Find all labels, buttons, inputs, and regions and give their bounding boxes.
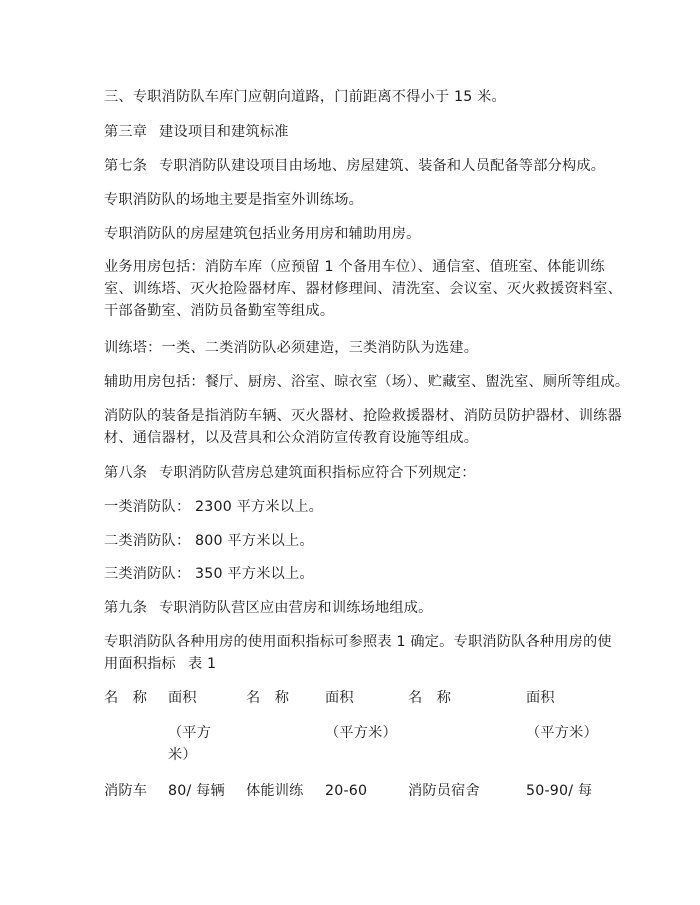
- chapter-title: 建设项目和建筑标准: [159, 124, 289, 140]
- class-2-area: 二类消防队： 800 平方米以上。: [104, 533, 314, 549]
- article-text: 专职消防队建设项目由场地、房屋建筑、装备和人员配备等部分构成。: [159, 158, 606, 174]
- article-text: 专职消防队营区应由营房和训练场地组成。: [159, 600, 433, 616]
- paragraph-auxiliary-rooms: 辅助用房包括：餐厅、厨房、浴室、晾衣室（场）、贮藏室、盥洗室、厕所等组成。: [104, 374, 630, 390]
- paragraph-table-intro: [104, 631, 612, 675]
- article-8: [104, 462, 604, 484]
- table-unit: （平方米）: [325, 725, 397, 741]
- paragraph-equipment: [104, 405, 622, 449]
- paragraph-training-tower: 训练塔：一类、二类消防队必须建造，三类消防队为选建。: [104, 340, 479, 356]
- article-number: 第七条: [104, 158, 148, 174]
- table-header: 名 称: [408, 690, 452, 706]
- table-header: 名 称: [246, 690, 290, 706]
- text-line: 业务用房包括：消防车库（应预留 1 个备用车位）、通信室、值班室、体能训练: [104, 259, 605, 275]
- chapter-number: 第三章: [104, 124, 148, 140]
- article-number: 第九条: [104, 600, 148, 616]
- text-line: 室、训练塔、灭火抢险器材库、器材修理间、清洗室、会议室、灭火救援资料室、: [104, 281, 622, 297]
- table-header: 面积: [325, 690, 354, 706]
- article-7: [104, 155, 604, 177]
- table-cell: 体能训练: [246, 783, 304, 799]
- table-header: 名 称: [104, 690, 148, 706]
- table-header: 面积: [168, 690, 197, 706]
- table-cell: 消防员宿舍: [408, 783, 480, 799]
- text-line: 材、通信器材，以及营具和公众消防宣传教育设施等组成。: [104, 430, 479, 446]
- table-unit: 米）: [168, 747, 197, 763]
- class-3-area: 三类消防队： 350 平方米以上。: [104, 566, 314, 582]
- article-text: 专职消防队营房总建筑面积指标应符合下列规定：: [159, 465, 476, 481]
- table-unit: （平方米）: [526, 725, 598, 741]
- table-cell: 消防车: [104, 783, 148, 799]
- text-line: [104, 653, 604, 675]
- text-line: 干部备勤室、消防员备勤室等组成。: [104, 303, 335, 319]
- article-9: [104, 597, 604, 619]
- table-cell: 80/ 每辆: [168, 783, 225, 799]
- paragraph-business-rooms: [104, 256, 622, 322]
- text-line: 消防队的装备是指消防车辆、灭火器材、抢险救援器材、消防员防护器材、训练器: [104, 408, 622, 424]
- table-caption-number: 表 1: [187, 656, 217, 672]
- table-cell: 20-60: [325, 783, 368, 799]
- article-number: 第八条: [104, 465, 148, 481]
- table-cell: 50-90/ 每: [526, 783, 593, 799]
- paragraph-site: 专职消防队的场地主要是指室外训练场。: [104, 192, 363, 208]
- text-line: 专职消防队各种用房的使用面积指标可参照表 1 确定。专职消防队各种用房的使: [104, 634, 612, 650]
- class-1-area: 一类消防队： 2300 平方米以上。: [104, 499, 323, 515]
- table-header: 面积: [526, 690, 555, 706]
- table-caption-text: 用面积指标: [104, 656, 176, 672]
- paragraph-garage-door: 三、专职消防队车库门应朝向道路，门前距离不得小于 15 米。: [104, 89, 506, 105]
- chapter-heading: [104, 121, 604, 143]
- table-unit: （平方: [168, 725, 212, 741]
- paragraph-building: 专职消防队的房屋建筑包括业务用房和辅助用房。: [104, 226, 421, 242]
